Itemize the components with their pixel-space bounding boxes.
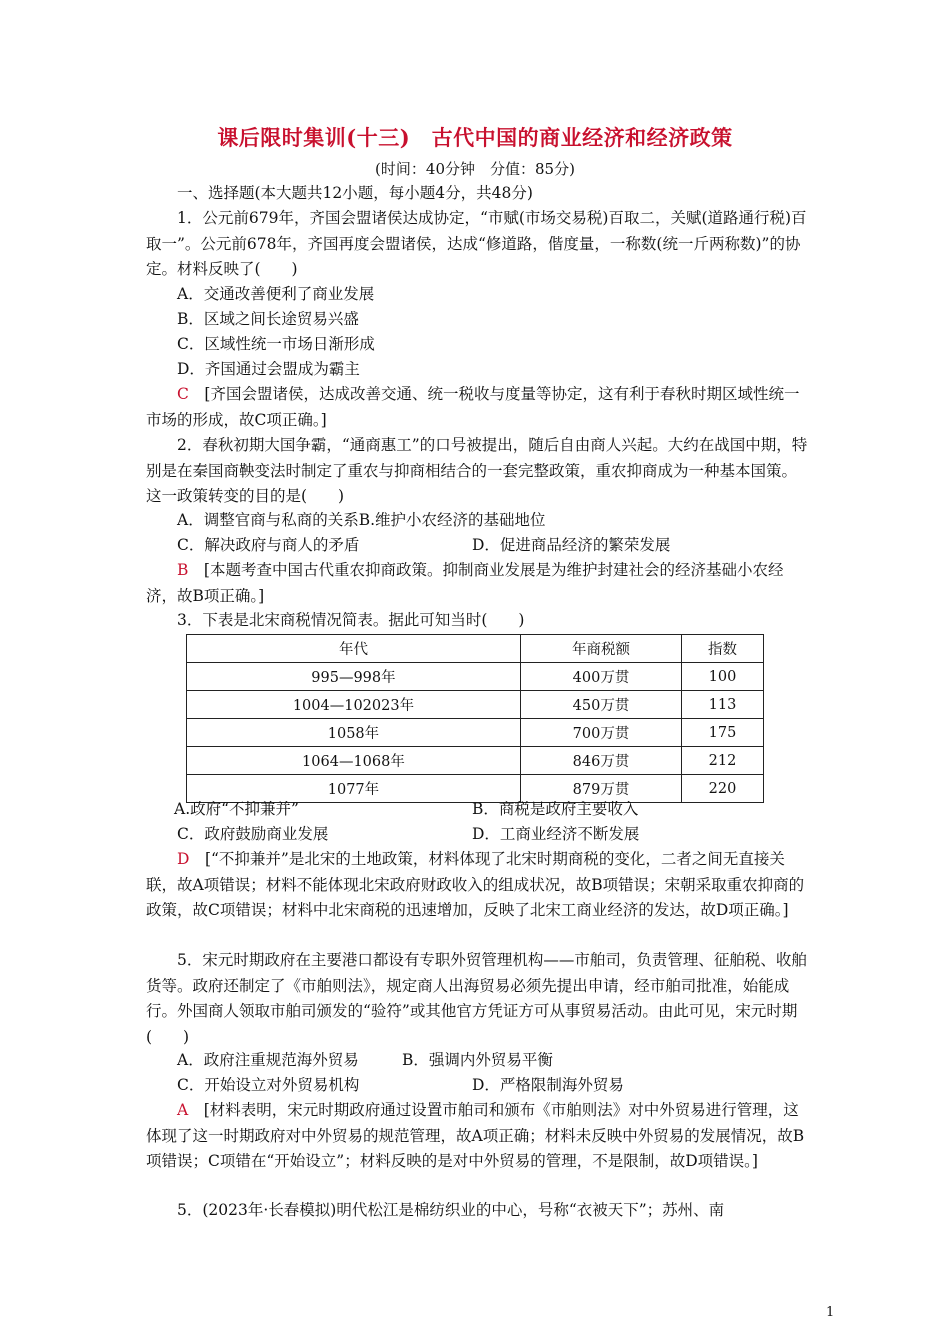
question-1-stem: 1．公元前679年，齐国会盟诸侯达成协定，“市赋(市场交易税)百取二，关赋(道路通行税)百取一”。公元前678年，齐国再度会盟诸侯，达成“修道路，偕度量，一称数(统一斤两称数)”的协定。材料反映了( )	[146, 209, 807, 278]
table-cell: 212	[682, 747, 764, 775]
question-4-stem: 5．宋元时期政府在主要港口都设有专职外贸管理机构——市舶司，负责管理、征舶税、收舶货等。政府还制定了《市舶则法》，规定商人出海贸易必须先提出申请，经市舶司批准，始能成行。外国商人领取市舶司颁发的“验符”或其他官方凭证方可从事贸易活动。由此可见，宋元时期( )	[146, 951, 807, 1046]
table-header-row	[187, 635, 764, 663]
table-cell: 100	[682, 663, 764, 691]
question-4-explanation: [材料表明，宋元时期政府通过设置市舶司和颁布《市舶则法》对中外贸易进行管理，这体现了这一时期政府对中外贸易的规范管理，故A项正确；材料未反映中外贸易的发展情况，故B项错误；C项错在“开始设立”；材料反映的是对中外贸易的管理，不是限制，故D项错误。]	[146, 1101, 805, 1170]
question-4-option-d: D．严格限制海外贸易	[472, 1076, 624, 1094]
table-cell: 175	[682, 719, 764, 747]
question-1-option-b: B．区域之间长途贸易兴盛	[177, 310, 359, 328]
table-cell: 879万贯	[520, 775, 681, 803]
page-subtitle: (时间：40分钟 分值：85分)	[375, 160, 575, 178]
question-3-option-b: B．商税是政府主要收入	[472, 800, 639, 818]
table-cell: 1058年	[187, 719, 521, 747]
table-header-cell: 年代	[187, 635, 521, 663]
table-cell: 220	[682, 775, 764, 803]
question-2-option-d: D．促进商品经济的繁荣发展	[472, 536, 671, 554]
table-cell: 995—998年	[187, 663, 521, 691]
section-heading: 一、选择题(本大题共12小题，每小题4分，共48分)	[177, 184, 533, 202]
question-1-option-d: D．齐国通过会盟成为霸主	[177, 360, 360, 378]
question-3-stem: 3．下表是北宋商税情况简表。据此可知当时( )	[177, 611, 525, 629]
question-1-explanation: [齐国会盟诸侯，达成改善交通、统一税收与度量等协定，这有利于春秋时期区域性统一市场的形成，故C项正确。]	[146, 385, 800, 429]
question-4-answer	[146, 1098, 811, 1175]
table-row	[187, 747, 764, 775]
question-3-explanation: [“不抑兼并”是北宋的土地政策，材料体现了北宋时期商税的变化，二者之间无直接关联，故A项错误；材料不能体现北宋政府财政收入的组成状况，故B项错误；宋朝采取重农抑商的政策，故C项错误；材料中北宋商税的迅速增加，反映了北宋工商业经济的发达，故D项正确。]	[146, 850, 805, 919]
question-1-answer	[146, 382, 811, 433]
question-3-option-a: A.政府“不抑兼并”	[174, 800, 299, 818]
question-3-option-c: C．政府鼓励商业发展	[177, 825, 329, 843]
question-2-option-ab: A．调整官商与私商的关系B.维护小农经济的基础地位	[177, 511, 546, 529]
question-2-option-c: C．解决政府与商人的矛盾	[177, 536, 360, 554]
question-3-answer-letter: D	[177, 850, 190, 868]
question-4-option-a: A．政府注重规范海外贸易	[177, 1051, 359, 1069]
table-row	[187, 691, 764, 719]
table-cell: 400万贯	[520, 663, 681, 691]
table-cell: 700万贯	[520, 719, 681, 747]
table-cell: 1064—1068年	[187, 747, 521, 775]
table-cell: 1004—102023年	[187, 691, 521, 719]
question-2-answer-letter: B	[177, 561, 189, 579]
question-3-option-d: D．工商业经济不断发展	[472, 825, 640, 843]
question-5-stem: 5．(2023年·长春模拟)明代松江是棉纺织业的中心，号称“衣被天下”；苏州、南	[177, 1201, 725, 1219]
question-2-answer	[146, 558, 811, 609]
page-title: 课后限时集训(十三) 古代中国的商业经济和经济政策	[217, 125, 733, 150]
table-header-cell: 年商税额	[520, 635, 681, 663]
tax-table	[186, 634, 764, 803]
question-4-option-b: B．强调内外贸易平衡	[402, 1051, 553, 1069]
table-cell: 846万贯	[520, 747, 681, 775]
question-2-stem: 2．春秋初期大国争霸，“通商惠工”的口号被提出，随后自由商人兴起。大约在战国中期，特别是在秦国商鞅变法时制定了重农与抑商相结合的一套完整政策，重农抑商成为一种基本国策。这一政策转变的目的是( )	[146, 436, 808, 505]
question-1-answer-letter: C	[177, 385, 189, 403]
question-4-option-c: C．开始设立对外贸易机构	[177, 1076, 360, 1094]
page-number: 1	[826, 1305, 835, 1320]
question-1-option-a: A．交通改善便利了商业发展	[177, 285, 375, 303]
table-cell: 450万贯	[520, 691, 681, 719]
table-row	[187, 663, 764, 691]
table-row	[187, 719, 764, 747]
question-3-answer	[146, 847, 811, 924]
table-cell: 113	[682, 691, 764, 719]
table-cell: 1077年	[187, 775, 521, 803]
question-1-option-c: C．区域性统一市场日渐形成	[177, 335, 375, 353]
question-4-answer-letter: A	[177, 1101, 189, 1119]
question-2-explanation: [本题考查中国古代重农抑商政策。抑制商业发展是为维护封建社会的经济基础小农经济，故B项正确。]	[146, 561, 784, 605]
table-header-cell: 指数	[682, 635, 764, 663]
